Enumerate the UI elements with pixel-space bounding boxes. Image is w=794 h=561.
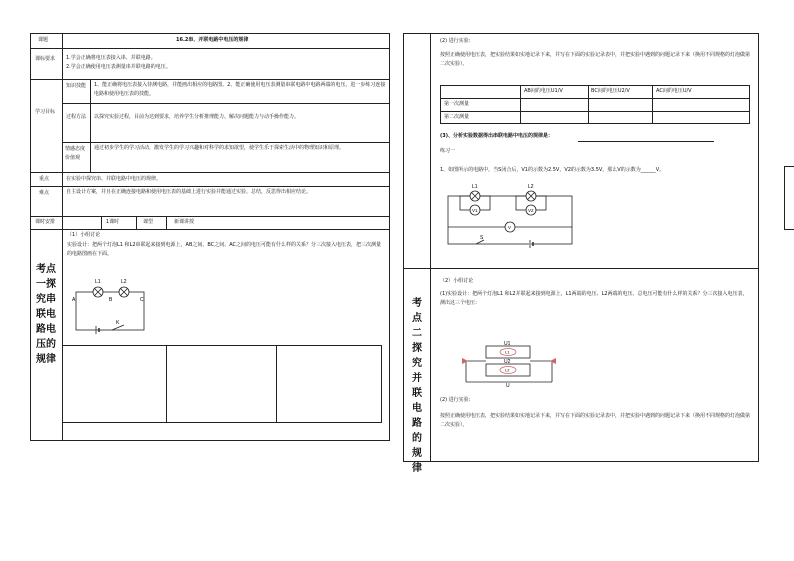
circuit3-l2-label: L2 <box>505 367 510 373</box>
step2b-text: 按照正确使用电压表，把实验结果如实地记录下来，并写在下面的实验记录表中，并把实验中遇到的问题记录下来（换用不同规格的灯泡做第二次实验）。 <box>440 413 751 428</box>
circuit3-u-label: U <box>506 383 510 388</box>
goal-item: 1.学会正确将电压表接入串、并联电路。 <box>66 55 156 61</box>
circuit1-l2-label: L2 <box>121 279 127 285</box>
circuit1-c-label: C <box>140 297 144 303</box>
key-text: 在实验中探究串、并联电路中电压的规律。 <box>66 176 162 182</box>
section2-heading: （2）小组讨论 <box>440 278 474 284</box>
section1-side-label: 考点一探究串联电路电压的规律 <box>36 264 56 365</box>
process-label: 过程方法 <box>66 114 87 120</box>
emotion-label: 情感态度价值观 <box>65 146 86 161</box>
circuit2-s-label: S <box>480 235 484 241</box>
circuit1-k-label: K <box>116 320 120 326</box>
emotion-text: 通过初步学生的学习活动，激发学生的学习兴趣和对科学的求知欲望，使学生乐于探索生活中的物理知识和原理。 <box>94 145 345 151</box>
key-label: 重点 <box>39 176 50 182</box>
table-row-label: 第二次测量 <box>444 114 470 120</box>
difficulty-text: 自主设计方案，并且在正确连接电路和使用电压表的基础上进行实验并能通过实验、总结，反思得出相应结论。 <box>66 189 312 195</box>
circuit3-l1-label: L1 <box>505 349 510 355</box>
circuit2-l2-label: L2 <box>528 184 534 190</box>
knowledge-label: 知识技能 <box>66 83 87 89</box>
schedule-label: 课时安排 <box>35 219 56 225</box>
circuit1-b-label: B <box>109 297 113 303</box>
circuit2-v2-label: V2 <box>528 208 534 213</box>
parallel-circuit-diagram <box>462 338 556 388</box>
table-header: AC间的电压U/V <box>656 88 692 94</box>
series-circuit-diagram <box>68 278 158 340</box>
difficulty-label: 难点 <box>39 190 50 196</box>
table-header: BC间的电压U2/V <box>591 88 630 94</box>
circuit1-a-label: A <box>72 297 76 303</box>
circuit1-l1-label: L1 <box>95 279 101 285</box>
title-label: 课题 <box>38 37 49 43</box>
type-label: 课型 <box>143 219 154 225</box>
knowledge-text: 1、能正确将电压表接入待测电路，并能画出相应的电路图。2、能正确使用电压表测量串联电路中电路两端的电压，进一步练习连接电路和使用电压表的技能。 <box>94 82 386 97</box>
table-header: AB间的电压U1/V <box>524 88 563 94</box>
practice-circuit-diagram <box>446 180 578 252</box>
circuit2-v1-label: V1 <box>472 208 478 213</box>
step2b-heading: (2) 进行实验: <box>440 397 471 403</box>
type-value: 新课讲授 <box>174 219 195 225</box>
drawing-box <box>62 345 382 423</box>
step2-heading: (2) 进行实验: <box>440 38 471 44</box>
practice-title: 练习一 <box>440 148 456 154</box>
section2-text: (1)实验设计：把两个灯泡L1 和L2并联起来接到电源上，L1两端的电压、L2两端的电压、总电压可能有什么样的关系？分三次接入电压表，测出这三个电压： <box>440 291 748 306</box>
page-edge-tab <box>784 166 794 230</box>
circuit2-l1-label: L1 <box>472 184 478 190</box>
step3-heading: (3)、分析实验数据得出串联电路中电压的规律是： <box>440 133 554 139</box>
process-text: 以探究实验过程，目前为达到要求，培养学生分析推理能力、解决问题能力与动手操作能力。 <box>94 114 300 120</box>
circuit3-u2-label: U2 <box>504 359 511 365</box>
section2-side-label: 考点二探究并联电路的规律 <box>412 298 422 474</box>
section1-heading: （1）小组讨论 <box>67 232 101 238</box>
table-row-label: 第一次测量 <box>444 101 470 107</box>
step2-text: 按照正确使用电压表，把实验结果如实地记录下来，并写在下面的实验记录表中，并把实验中遇到的问题记录下来（换用不同规格的灯泡做第二次实验）。 <box>440 52 751 67</box>
schedule-value: 1课时 <box>106 219 120 225</box>
goals-label: 课标要求 <box>34 56 55 62</box>
circuit3-u1-label: U1 <box>504 341 511 347</box>
section1-text: 实验设计：把两个灯泡L1 和L2串联起来接到电源上，AB之间、BC之间、AC之间的电压可能有什么样的关系？分三次接入电压表，把三次测量的电路图画在下面。 <box>67 242 382 257</box>
lesson-title: 16.2串、并联电路中电压的规律 <box>176 37 249 43</box>
goal-item: 2.学会正确使用电压表测量串并联电路的电压。 <box>66 64 171 70</box>
circuit2-v-label: V <box>508 225 512 230</box>
practice-question: 1、如图所示的电路中，当S闭合后，V1的示数为2.5V，V2的示数为3.5V，那么V的示数为______V。 <box>440 167 665 173</box>
objectives-label: 学习目标 <box>35 109 56 115</box>
